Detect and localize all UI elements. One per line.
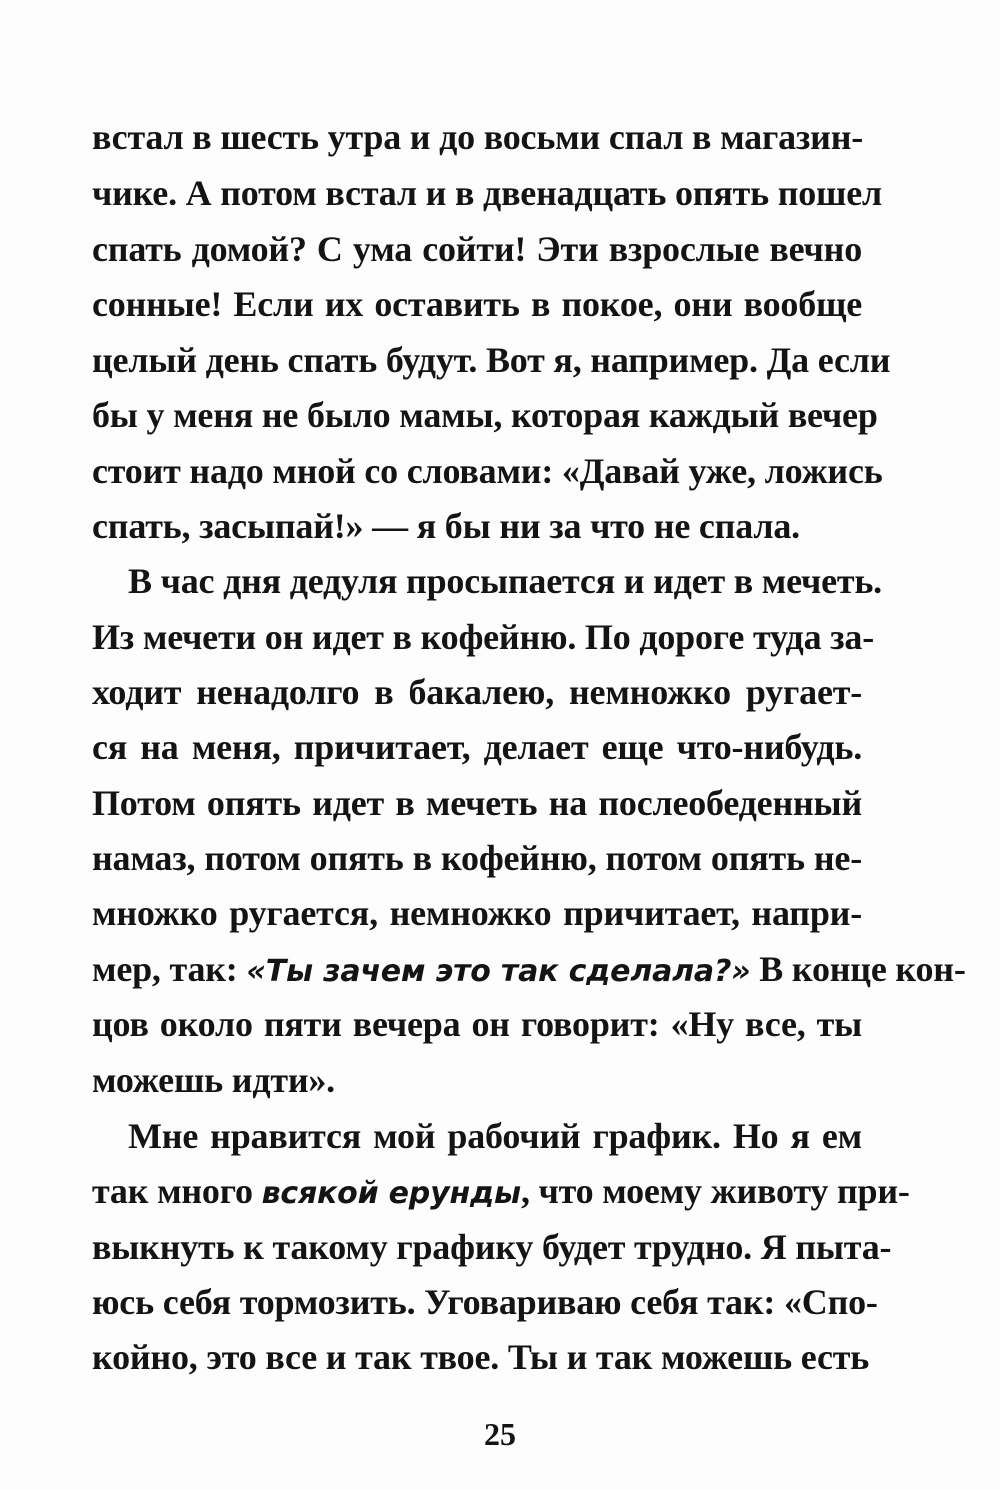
text-span: так много (92, 1171, 262, 1211)
text-span: В конце кон- (750, 949, 966, 989)
text-line (92, 1171, 910, 1214)
text-line: чике. А потом встал и в двенадцать опять пошел (92, 173, 883, 213)
text-line: целый день спать будут. Вот я, например. Да если (92, 340, 891, 380)
text-line: спать, засыпай!» — я бы ни за что не спала. (92, 506, 800, 546)
text-span: мер, так: (92, 949, 247, 989)
text-line: намаз, потом опять в кофейню, потом опять не- (92, 838, 862, 878)
text-line: Из мечети он идет в кофейню. По дороге туда за- (92, 617, 875, 657)
text-span: , что моему животу при- (520, 1171, 910, 1211)
text-line: множко ругается, немножко причитает, напри- (92, 893, 862, 933)
text-line: спать домой? С ума сойти! Эти взрослые вечно (92, 229, 862, 269)
handwritten-phrase: всякой ерунды (261, 1176, 521, 1211)
text-line: можешь идти». (92, 1060, 335, 1100)
text-line: Мне нравится мой рабочий график. Но я ем (128, 1116, 862, 1156)
text-line: бы у меня не было мамы, которая каждый вечер (92, 395, 878, 435)
text-line: сонные! Если их оставить в покое, они вообще (92, 284, 862, 324)
text-line (92, 949, 966, 992)
text-line: Потом опять идет в мечеть на послеобеденный (92, 783, 862, 823)
page-number: 25 (484, 1416, 516, 1452)
text-line: юсь себя тормозить. Уговариваю себя так: «Спо- (92, 1282, 878, 1322)
text-line: койно, это все и так твое. Ты и так можешь есть (92, 1337, 870, 1377)
text-line: выкнуть к такому графику будет трудно. Я пыта- (92, 1227, 892, 1267)
handwritten-quote: «Ты зачем это так сделала?» (246, 954, 751, 989)
text-line: ся на меня, причитает, делает еще что-нибудь. (92, 727, 862, 767)
text-line: ходит ненадолго в бакалею, немножко ругает- (92, 672, 862, 712)
text-line: стоит надо мной со словами: «Давай уже, ложись (92, 451, 883, 491)
text-line: В час дня дедуля просыпается и идет в мечеть. (128, 561, 882, 601)
text-line: встал в шесть утра и до восьми спал в магазин- (92, 117, 864, 157)
text-line: цов около пяти вечера он говорит: «Ну все, ты (92, 1004, 862, 1044)
